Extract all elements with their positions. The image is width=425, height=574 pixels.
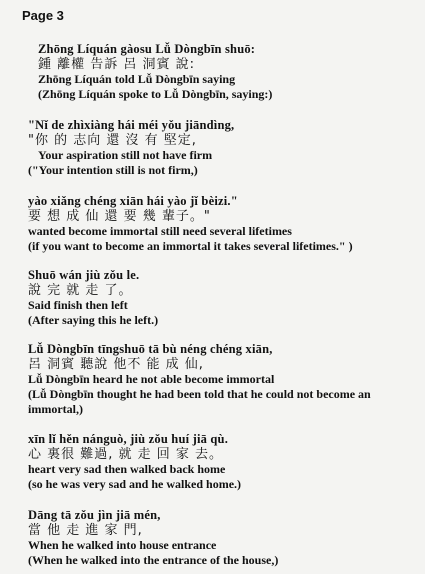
hanzi-line: 要 想 成 仙 還 要 幾 輩子。" <box>28 209 211 224</box>
hanzi-line: 鍾 離權 告訴 呂 洞賓 說: <box>38 57 196 72</box>
stanza-6 <box>28 432 420 492</box>
translation-line: (After saying this he left.) <box>28 313 159 327</box>
pinyin-line: xīn lǐ hěn nánguò, jiù zǒu huí jiā qù. <box>28 432 229 446</box>
gloss-line: Your aspiration still not have firm <box>38 148 213 162</box>
pinyin-line: yào xiǎng chéng xiān hái yào jǐ bèizi." <box>28 194 238 208</box>
translation-line: ("Your intention still is not firm,) <box>28 163 198 177</box>
stanza-2 <box>28 118 420 178</box>
gloss-line: wanted become immortal still need several lifetimes <box>28 224 292 238</box>
translation-line: (so he was very sad and he walked home.) <box>28 477 242 491</box>
stanza-4 <box>28 268 420 328</box>
translation-line: (Lǚ Dòngbīn thought he had been told that he could not become an immortal,) <box>28 387 371 416</box>
page-number: Page 3 <box>22 8 64 23</box>
pinyin-line: Lǚ Dòngbīn tīngshuō tā bù néng chéng xiān, <box>28 342 273 356</box>
gloss-line: Said finish then left <box>28 298 128 312</box>
stanza-3 <box>28 194 420 254</box>
translation-line: (Zhōng Líquán spoke to Lǚ Dòngbīn, saying:) <box>38 87 273 101</box>
hanzi-line: 當 他 走 進 家 門, <box>28 523 143 538</box>
gloss-line: When he walked into house entrance <box>28 538 217 552</box>
stanza-7 <box>28 508 420 568</box>
hanzi-line: "你 的 志向 還 沒 有 堅定, <box>28 133 197 148</box>
hanzi-line: 呂 洞賓 聽說 他不 能 成 仙, <box>28 357 204 372</box>
pinyin-line: Zhōng Líquán gàosu Lǚ Dòngbīn shuō: <box>38 42 256 56</box>
pinyin-line: Dāng tā zǒu jìn jiā mén, <box>28 508 161 522</box>
pinyin-line: "Nǐ de zhìxiàng hái méi yǒu jiāndìng, <box>28 118 235 132</box>
hanzi-line: 心 裏很 難過, 就 走 回 家 去。 <box>28 447 224 462</box>
gloss-line: Lǚ Dòngbīn heard he not able become immortal <box>28 372 275 386</box>
gloss-line: heart very sad then walked back home <box>28 462 226 476</box>
hanzi-line: 說 完 就 走 了。 <box>28 283 133 298</box>
translation-line: (When he walked into the entrance of the house,) <box>28 553 279 567</box>
pinyin-line: Shuō wán jiù zǒu le. <box>28 268 140 282</box>
gloss-line: Zhōng Líquán told Lǚ Dòngbīn saying <box>38 72 236 86</box>
stanza-1 <box>28 42 420 102</box>
stanza-5 <box>28 342 420 417</box>
translation-line: (if you want to become an immortal it takes several lifetimes." ) <box>28 239 353 253</box>
